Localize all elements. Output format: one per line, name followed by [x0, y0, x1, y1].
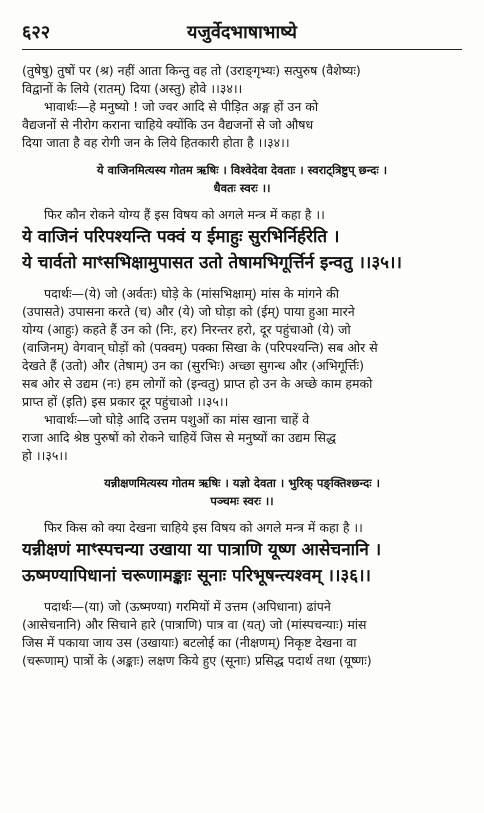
block-gap: [22, 152, 462, 161]
text-line: विद्वानों के लिये (रातम्) दिया (अस्तु) होवे ।।३४।।: [22, 81, 243, 96]
text-line: फिर किस को क्या देखना चाहिये इस विषय को अगले मन्त्र में कहा है ।।: [44, 520, 363, 535]
running-title: यजुर्वेदभाषाभाष्ये: [187, 22, 297, 43]
text-line: (चरूणाम्) पात्रों के (अङ्काः) लक्षण किये हुए (सूनाः) प्रसिद्ध पदार्थ तथा (यूष्णः): [22, 653, 372, 668]
text-line: पदार्थः—(या) जो (ऊष्मण्या) गरमियों में उत्तम (अपिधाना) ढांपने: [44, 599, 331, 614]
text-line: (वाजिनम्) वेगवान् घोड़ों को (पक्वम्) पक्का सिखा के (परिपश्यन्ति) सब ओर से: [22, 340, 378, 355]
attribution-line: पञ्चमः स्वरः ।।: [210, 494, 274, 508]
page-number: ६२२: [22, 22, 51, 43]
text-line: योग्य (आहुः) कहते हैं उन को (निः, हर) निरन्तर हरो, दूर पहुंचाओ (ये) जो: [22, 322, 351, 337]
text-line: देखते हैं (उतो) और (तेषाम्) उन का (सुरभिः) अच्छा सुगन्ध और (अभिगूर्त्तिः): [22, 358, 364, 373]
block-gap: [22, 197, 462, 206]
text-line: फिर कौन रोकने योग्य हैं इस विषय को अगले मन्त्र में कहा है ।।: [44, 207, 325, 222]
block-gap: [22, 276, 462, 285]
mantra-verse-line: ये वाजिनं परिपश्यन्ति पक्वं य ईमाहुः सुरभिर्निर्हरेति ।: [22, 227, 340, 247]
block-gap: [22, 589, 462, 598]
text-line: (उपासते) उपासना करते (च) और (ये) जो घोड़ा को (ईम्) पाया हुआ मारने: [22, 304, 355, 319]
header-divider: [22, 49, 462, 50]
text-line: हो ।।३५।।: [22, 448, 68, 463]
text-line: राजा आदि श्रेष्ठ पुरुषों को रोकने चाहियें जिस से मनुष्यों का उद्यम सिद्ध: [22, 430, 336, 445]
block-gap: [22, 465, 462, 474]
text-line: भावार्थः—जो घोड़े आदि उत्तम पशुओं का मांस खाना चाहें वे: [44, 412, 310, 427]
text-line: पदार्थः—(ये) जो (अर्वतः) घोड़े के (मांसभिक्षाम्) मांस के मांगने की: [44, 286, 339, 301]
text-line: सब ओर से उद्यम (नः) हम लोगों को (इन्वतु) प्राप्त हो उन के अच्छे काम हमको: [22, 376, 373, 391]
mantra-verse-line: ये चार्वतो माꣳसभिक्षामुपासत उतो तेषामभिगूर्त्तिर्न इन्वतु ।।३५।।: [22, 253, 402, 273]
page-header: [22, 20, 462, 50]
text-line: (तुषेषु) तुषों पर (श्र) नहीं आता किन्तु वह तो (उराङ्गृभ्यः) सत्पुरुष (वैशेष्यः): [22, 63, 361, 78]
page-body: [22, 62, 462, 670]
text-line: वैद्यजनों से नीरोग कराना चाहिये क्योंकि उन वैद्यजनों से जो औषध: [22, 117, 314, 132]
text-line: प्राप्त हों (इति) इस प्रकार दूर पहुंचाओ ।।३५।।: [22, 394, 229, 409]
attribution-line: यन्नीक्षणमित्यस्य गोतम ऋषिः । यज्ञो देवता । भुरिक् पङ्क्तिश्छन्दः ।: [104, 476, 380, 490]
text-line: जिस में पकाया जाय उस (उखायाः) बटलोई का (नीक्षणम्) निकृष्ट देखना वा: [22, 635, 357, 650]
attribution-line: ये वाजिनमित्यस्य गोतम ऋषिः । विश्वेदेवा देवताः । स्वराट्त्रिष्टुप् छन्दः ।: [96, 163, 388, 177]
block-gap: [22, 510, 462, 519]
mantra-verse-line: ऊष्मण्यापिधानां चरूणामङ्काः सूनाः परिभूषन्त्यश्वम् ।।३६।।: [22, 566, 372, 586]
attribution-line: धैवतः स्वरः ।।: [213, 181, 271, 195]
text-line: भावार्थः—हे मनुष्यो ! जो ज्वर आदि से पीड़ित अङ्ग हों उन को: [44, 99, 319, 114]
text-line: दिया जाता है वह रोगी जन के लिये हितकारी होता है ।।३४।।: [22, 135, 290, 150]
mantra-verse-line: यन्नीक्षणं माꣳस्पचन्या उखाया या पात्राणि यूष्ण आसेचनानि ।: [22, 540, 382, 560]
text-line: (आसेचनानि) और सिचाने हारे (पात्राणि) पात्र वा (यत्) जो (मांस्पचन्याः) मांस: [22, 617, 367, 632]
